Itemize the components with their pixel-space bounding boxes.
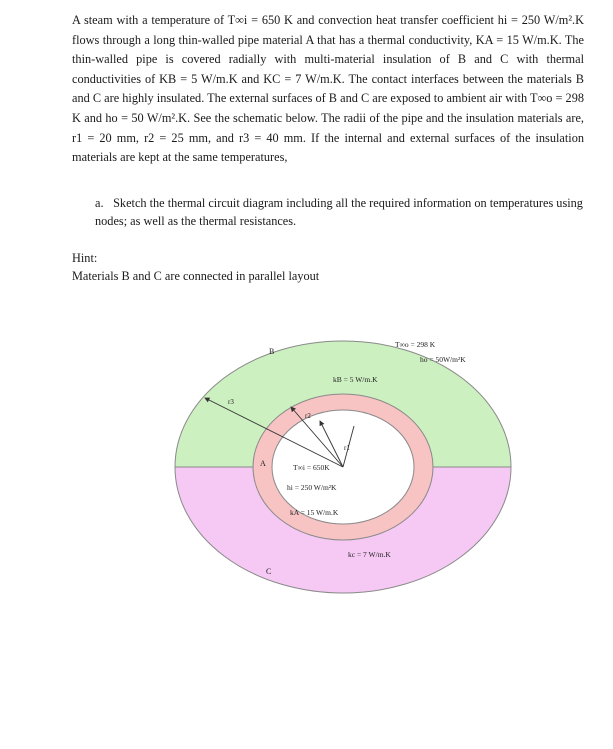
label-r3: r3: [228, 398, 234, 406]
hint-title: Hint:: [72, 251, 98, 265]
label-b: B: [269, 347, 275, 356]
label-r2: r2: [305, 412, 311, 420]
ka-label: kA = 15 W/m.K: [290, 508, 339, 517]
inner-temperature: T∞i = 650K: [293, 463, 330, 472]
outer-h: ho = 50W/m²K: [420, 355, 466, 364]
inner-h: hi = 250 W/m²K: [287, 483, 337, 492]
question-text: Sketch the thermal circuit diagram including all the required information on temperatures using nodes; as well as the thermal resistances.: [95, 196, 583, 228]
label-r1: r1: [344, 444, 350, 452]
label-a: A: [260, 459, 266, 468]
label-c: C: [266, 567, 272, 576]
question-label: a.: [95, 196, 104, 210]
outer-temperature: T∞o = 298 K: [395, 340, 436, 349]
problem-paragraph: A steam with a temperature of T∞i = 650 K and convection heat transfer coefficient hi = 250 W/m².K flows through a long thin-walled pipe material A that has a thermal conductivity, KA = 15 W/m.K. The thin-walled pipe is covered radially with multi-material insulation of B and C with thermal conductivities of KB = 5 W/m.K and KC = 7 W/m.K. The contact interfaces between the materials B and C are highly insulated. The external surfaces of B and C are exposed to ambient air with T∞o = 298 K and ho = 50 W/m².K. See the schematic below. The radii of the pipe and the insulation materials are, r1 = 20 mm, r2 = 25 mm, and r3 = 40 mm. If the internal and external surfaces of the insulation materials are kept at the same temperatures,: [72, 13, 584, 165]
kc-label: kc = 7 W/m.K: [348, 550, 391, 559]
kb-label: kB = 5 W/m.K: [333, 375, 378, 384]
hint-text: Materials B and C are connected in parallel layout: [72, 269, 320, 283]
